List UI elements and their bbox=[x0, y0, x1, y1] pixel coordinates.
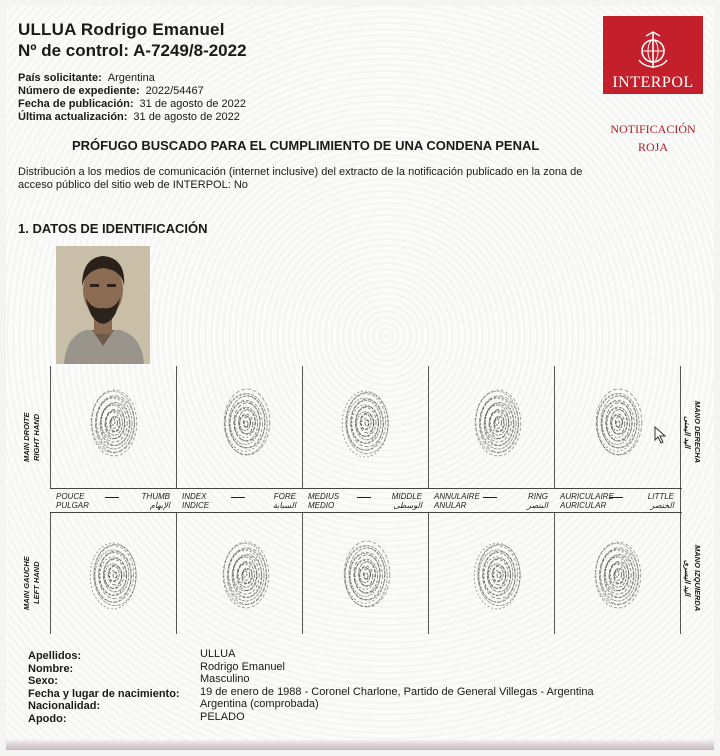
detail-value-2: Rodrigo Emanuel bbox=[200, 660, 285, 673]
finger-label-5: AURICULAIRE AURICULAR LITTLE الخنصر bbox=[560, 492, 674, 510]
detail-value-6: PELADO bbox=[200, 710, 245, 723]
fingerprint-cell-left-4 bbox=[428, 512, 555, 634]
finger-label-4: ANNULAIRE ANULAR RING البنصر bbox=[434, 492, 548, 510]
fingerprint-image bbox=[593, 386, 643, 460]
notice-title: PRÓFUGO BUSCADO PARA EL CUMPLIMIENTO DE UNA CONDENA PENAL bbox=[72, 138, 540, 153]
meta-publication-date: Fecha de publicación: 31 de agosto de 2022 bbox=[18, 98, 246, 110]
meta-last-update: Última actualización: 31 de agosto de 2022 bbox=[18, 111, 240, 123]
page-edge bbox=[6, 740, 714, 750]
fingerprint-cell-left-3 bbox=[302, 512, 429, 634]
grid-border bbox=[680, 366, 682, 634]
fingerprint-grid bbox=[20, 366, 702, 634]
detail-label-5: Nacionalidad: bbox=[28, 700, 101, 712]
fingerprint-image bbox=[89, 538, 139, 612]
notice-page bbox=[6, 6, 714, 750]
fingerprint-image bbox=[341, 386, 391, 460]
fingerprint-image bbox=[473, 538, 523, 612]
subject-photo bbox=[56, 246, 150, 364]
interpol-globe-icon bbox=[633, 30, 673, 70]
fingerprint-image bbox=[221, 538, 271, 612]
notice-meta bbox=[18, 72, 246, 124]
fingerprint-cell-right-3 bbox=[302, 366, 429, 488]
wanted-name: ULLUA Rodrigo Emanuel bbox=[18, 20, 225, 39]
fingerprint-image bbox=[221, 386, 271, 460]
meta-country: País solicitante: Argentina bbox=[18, 72, 155, 84]
control-number: Nº de control: A-7249/8-2022 bbox=[18, 41, 247, 60]
fingerprint-cell-left-1 bbox=[50, 512, 177, 634]
finger-label-2: INDEX INDICE FORE السبابة bbox=[182, 492, 296, 510]
finger-label-1: POUCE PULGAR THUMB الإبهام bbox=[56, 492, 170, 510]
right-hand-label-es: MANO DERECHA اليد اليمنى bbox=[683, 400, 702, 464]
detail-value-5: Argentina (comprobada) bbox=[200, 698, 319, 710]
meta-file-number: Número de expediente: 2022/54467 bbox=[18, 85, 204, 97]
left-hand-label: MAIN GAUCHE LEFT HAND bbox=[22, 556, 41, 610]
detail-value-1: ULLUA bbox=[200, 648, 236, 660]
fingerprint-image bbox=[89, 386, 139, 460]
detail-label-6: Apodo: bbox=[28, 712, 67, 725]
fingerprint-cell-left-5 bbox=[554, 512, 681, 634]
interpol-brand: INTERPOL bbox=[612, 74, 694, 91]
right-hand-label: MAIN DROITE RIGHT HAND bbox=[22, 412, 41, 462]
finger-label-3: MEDIUS MEDIO MIDDLE الوسطى bbox=[308, 492, 422, 510]
interpol-logo bbox=[603, 16, 703, 94]
fingerprint-cell-left-2 bbox=[176, 512, 303, 634]
detail-label-2: Nombre: bbox=[28, 662, 74, 675]
cursor-icon bbox=[654, 426, 668, 444]
detail-value-3: Masculino bbox=[200, 673, 250, 685]
grid-rule-2 bbox=[50, 512, 682, 513]
detail-value-4: 19 de enero de 1988 - Coronel Charlone, Partido de General Villegas - Argentina bbox=[200, 685, 594, 698]
distribution-note: Distribución a los medios de comunicación (internet inclusive) del extracto de la notificación publicado en la zona de acceso público del sitio web de INTERPOL: No bbox=[18, 166, 583, 191]
detail-label-1: Apellidos: bbox=[28, 650, 82, 662]
fingerprint-image bbox=[341, 538, 391, 612]
left-hand-label-es: MANO IZQUIERDA اليد اليسرى bbox=[683, 544, 702, 612]
notice-type: NOTIFICACIÓN ROJA bbox=[610, 122, 696, 154]
fingerprint-cell-right-4 bbox=[428, 366, 555, 488]
grid-rule-1 bbox=[50, 488, 682, 489]
fingerprint-image bbox=[473, 386, 523, 460]
fingerprint-cell-right-2 bbox=[176, 366, 303, 488]
fingerprint-cell-right-1 bbox=[50, 366, 177, 488]
detail-label-4: Fecha y lugar de nacimiento: bbox=[28, 687, 180, 700]
fingerprint-image bbox=[593, 538, 643, 612]
detail-label-3: Sexo: bbox=[28, 675, 58, 687]
section-heading: 1. DATOS DE IDENTIFICACIÓN bbox=[18, 221, 208, 236]
